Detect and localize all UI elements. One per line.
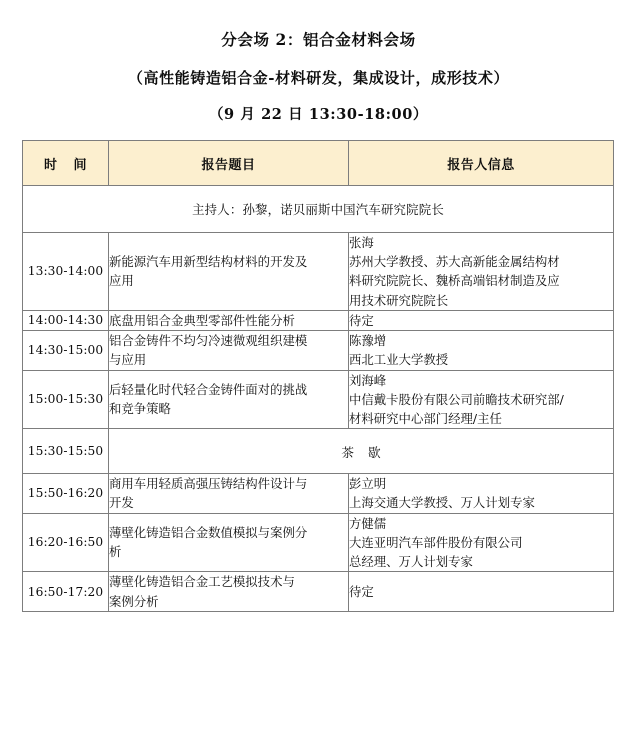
row-time: 15:50-16:20: [23, 474, 109, 513]
row-topic: [109, 572, 349, 611]
row-topic: [109, 474, 349, 513]
info-line: 张海: [349, 235, 374, 250]
row-time: 16:20-16:50: [23, 513, 109, 572]
row-time: 15:30-15:50: [23, 429, 109, 474]
break-char1: 茶: [341, 444, 354, 460]
break-char2: 歇: [368, 444, 381, 460]
row-topic: [109, 513, 349, 572]
row-topic: [109, 310, 349, 330]
page-title-line-2: （高性能铸造铝合金-材料研发，集成设计，成形技术）: [127, 68, 510, 87]
topic-line: 析: [109, 544, 122, 560]
topic-line: 应用: [109, 273, 134, 289]
info-line: 待定: [349, 312, 374, 328]
info-line: 上海交通大学教授、万人计划专家: [349, 495, 535, 511]
row-time: 13:30-14:00: [23, 233, 109, 311]
row-speaker-info: [349, 474, 614, 513]
table-row: [23, 331, 614, 370]
break-cell: [109, 429, 614, 474]
topic-line: 新能源汽车用新型结构材料的开发及: [109, 254, 308, 270]
row-time: 16:50-17:20: [23, 572, 109, 611]
page-title-line-3: （9 月 22 日 13:30-18:00）: [208, 105, 429, 123]
agenda-table: [22, 140, 614, 612]
page-title-line-1: 分会场 2：铝合金材料会场: [221, 30, 416, 49]
column-header-topic: 报告题目: [109, 141, 349, 186]
info-line: 陈豫增: [349, 333, 387, 349]
row-time: 14:30-15:00: [23, 331, 109, 370]
topic-line: 开发: [109, 495, 134, 511]
row-time: 15:00-15:30: [23, 370, 109, 429]
agenda-table-head: [23, 141, 614, 186]
info-line: 材料研究中心部门经理/主任: [349, 410, 502, 426]
row-speaker-info: [349, 513, 614, 572]
info-line: 总经理、万人计划专家: [349, 554, 473, 570]
table-row: [23, 233, 614, 311]
row-topic: [109, 331, 349, 370]
host-cell: 主持人：孙黎，诺贝丽斯中国汽车研究院院长: [23, 186, 614, 233]
table-row: [23, 370, 614, 429]
info-line: 西北工业大学教授: [349, 352, 449, 368]
row-topic: [109, 233, 349, 311]
info-line: 方健儒: [349, 515, 387, 531]
break-row: [23, 429, 614, 474]
table-header-row: [23, 141, 614, 186]
table-row: [23, 474, 614, 513]
row-speaker-info: [349, 310, 614, 330]
info-line: 刘海峰: [349, 372, 387, 388]
topic-line: 薄壁化铸造铝合金工艺模拟技术与: [109, 574, 295, 590]
info-line: 苏州大学教授、苏大高新能金属结构材: [349, 254, 560, 270]
document-title-block: [0, 0, 637, 122]
column-header-time: [23, 141, 109, 186]
topic-line: 商用车用轻质高强压铸结构件设计与: [109, 476, 308, 492]
column-header-info: 报告人信息: [349, 141, 614, 186]
column-header-time-char1: 时: [43, 157, 58, 173]
info-line: 待定: [349, 583, 374, 599]
info-line: 大连亚明汽车部件股份有限公司: [349, 534, 523, 550]
topic-line: 薄壁化铸造铝合金数值模拟与案例分: [109, 525, 308, 541]
table-row: [23, 572, 614, 611]
topic-line: 与应用: [109, 352, 147, 368]
info-line: 中信戴卡股份有限公司前瞻技术研究部/: [349, 391, 564, 407]
topic-line: 底盘用铝合金典型零部件性能分析: [109, 312, 295, 328]
column-header-time-char2: 间: [73, 157, 88, 173]
topic-line: 后轻量化时代轻合金铸件面对的挑战: [109, 382, 308, 398]
table-row: [23, 310, 614, 330]
agenda-table-body: [23, 186, 614, 612]
row-time: 14:00-14:30: [23, 310, 109, 330]
host-row: [23, 186, 614, 233]
topic-line: 铝合金铸件不均匀冷速微观组织建模: [109, 333, 308, 349]
info-line: 彭立明: [349, 476, 387, 492]
row-speaker-info: [349, 331, 614, 370]
topic-line: 和竞争策略: [109, 401, 171, 417]
table-row: [23, 513, 614, 572]
agenda-table-wrapper: [22, 140, 613, 612]
row-speaker-info: [349, 572, 614, 611]
row-topic: [109, 370, 349, 429]
info-line: 用技术研究院院长: [349, 292, 449, 308]
row-speaker-info: [349, 370, 614, 429]
topic-line: 案例分析: [109, 593, 159, 609]
info-line: 料研究院院长、魏桥高端铝材制造及应: [349, 273, 560, 289]
row-speaker-info: [349, 233, 614, 311]
